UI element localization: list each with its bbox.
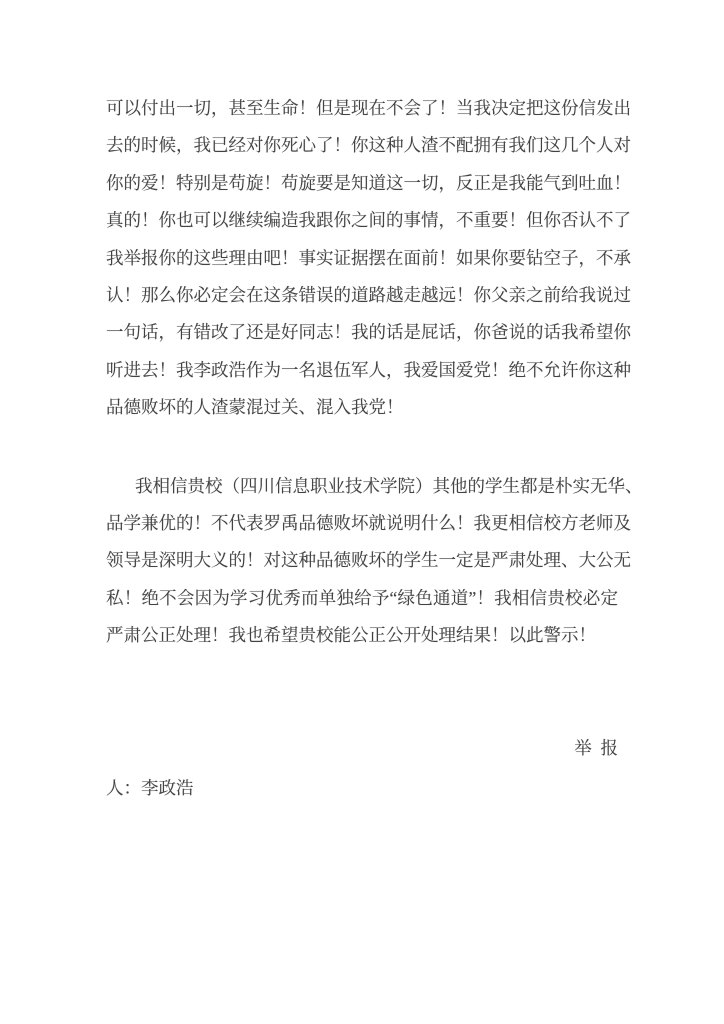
text-line: 一句话，有错改了还是好同志！我的话是屁话，你爸说的话我希望你 [106, 322, 631, 343]
text-line: 认！那么你必定会在这条错误的道路越走越远！你父亲之前给我说过 [106, 284, 631, 305]
text-line: 真的！你也可以继续编造我跟你之间的事情，不重要！但你否认不了 [106, 210, 631, 231]
letter-paragraph-1 [106, 90, 631, 427]
signature-reporter-name: 人：李政浩 [106, 778, 194, 799]
text-line: 去的时候，我已经对你死心了！你这种人渣不配拥有我们这几个人对 [106, 135, 631, 156]
text-line: 私！绝不会因为学习优秀而单独给予“绿色通道”！我相信贵校必定 [106, 587, 618, 608]
signature-block [106, 728, 618, 808]
letter-paragraph-2 [106, 468, 643, 655]
letter-text-block [106, 90, 643, 808]
text-line: 我举报你的这些理由吧！事实证据摆在面前！如果你要钻空子，不承 [106, 247, 631, 268]
text-line: 领导是深明大义的！对这种品德败坏的学生一定是严肃处理、大公无 [106, 550, 631, 571]
text-line: 可以付出一切，甚至生命！但是现在不会了！当我决定把这份信发出 [106, 98, 631, 118]
signature-reporter-label-part1: 举 报 [574, 738, 618, 759]
text-line: 我相信贵校（四川信息职业技术学院）其他的学生都是朴实无华、 [135, 475, 643, 496]
text-line: 严肃公正处理！我也希望贵校能公正公开处理结果！以此警示！ [106, 625, 596, 646]
text-line: 品学兼优的！不代表罗禹品德败坏就说明什么！我更相信校方老师及 [106, 512, 631, 533]
text-line: 你的爱！特别是苟旋！苟旋要是知道这一切，反正是我能气到吐血！ [106, 172, 631, 193]
text-line: 品德败坏的人渣蒙混过关、混入我党！ [106, 397, 404, 418]
text-line: 听进去！我李政浩作为一名退伍军人，我爱国爱党！绝不允许你这种 [106, 359, 631, 380]
